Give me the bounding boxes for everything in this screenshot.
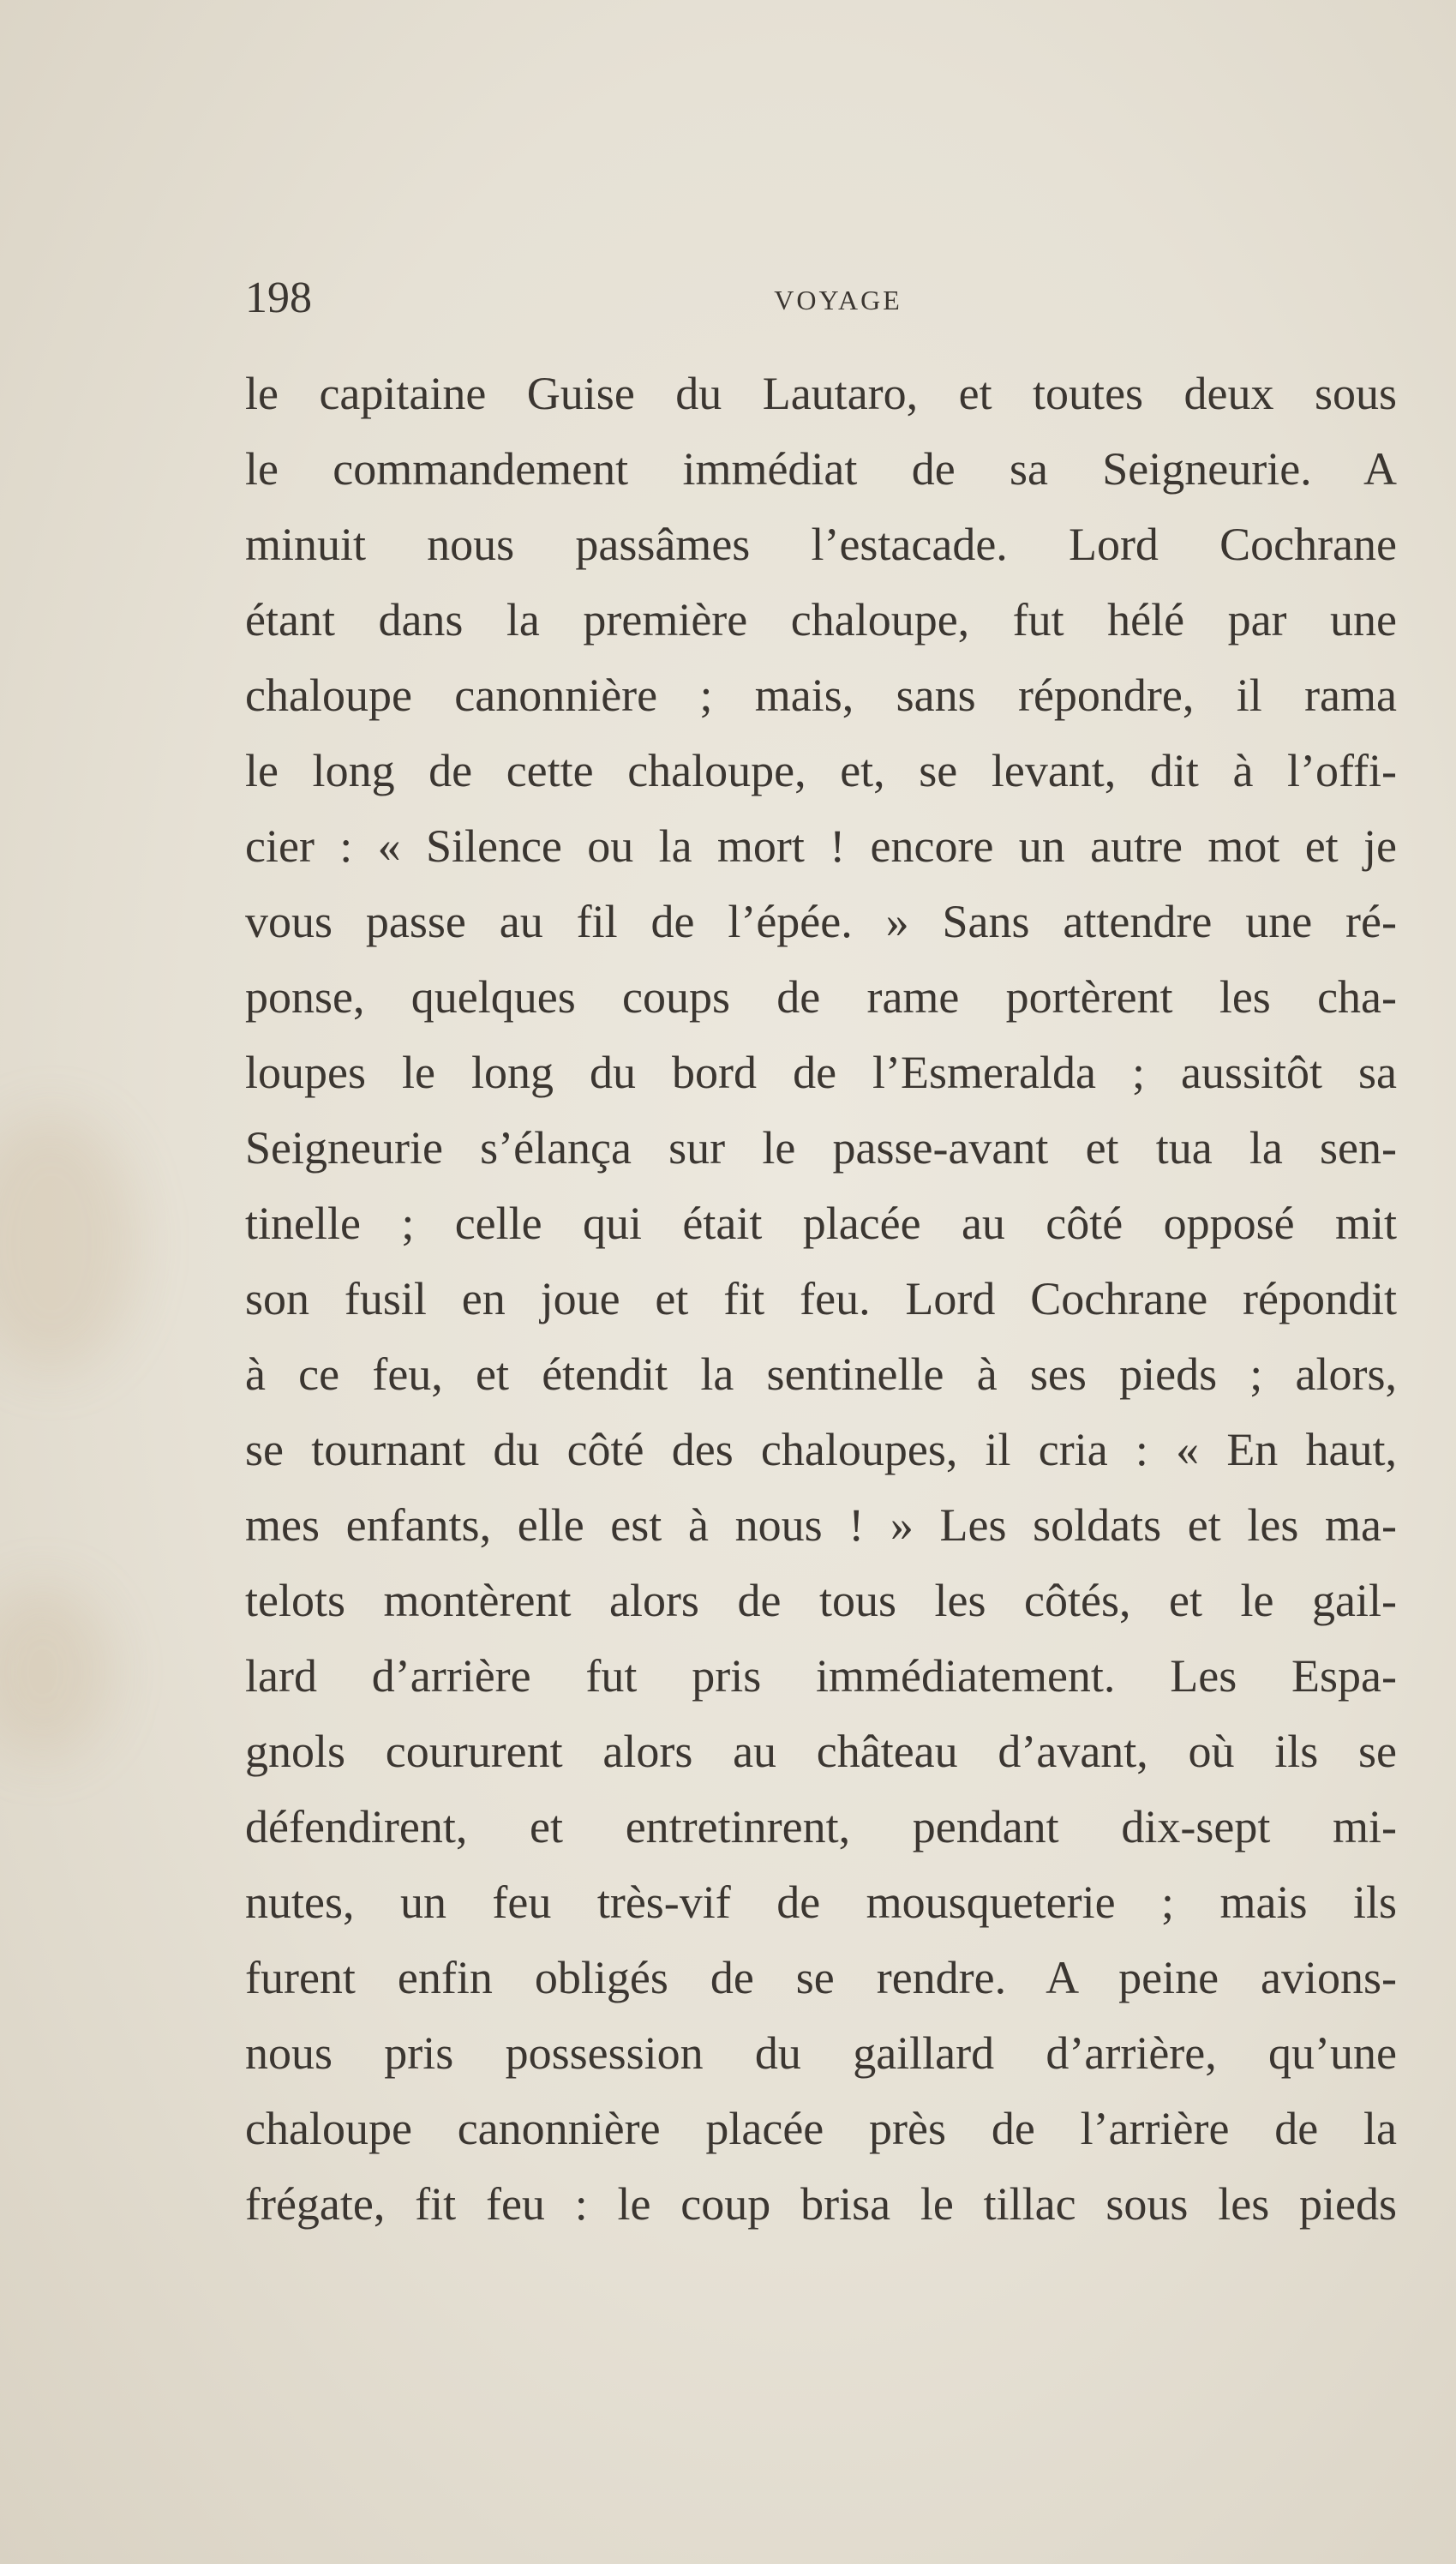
text-line: son fusil en joue et fit feu. Lord Cochrane répondit	[245, 1273, 1397, 1324]
text-line: lard d’arrière fut pris immédiatement. Les Espa-	[245, 1650, 1397, 1702]
text-line: furent enfin obligés de se rendre. A peine avions-	[245, 1952, 1397, 2003]
text-line: frégate, fit feu : le coup brisa le tillac sous les pieds	[245, 2178, 1397, 2230]
text-line: telots montèrent alors de tous les côtés, et le gail-	[245, 1575, 1397, 1626]
text-line: cier : « Silence ou la mort ! encore un autre mot et je	[245, 820, 1397, 872]
running-head: VOYAGE	[774, 285, 902, 315]
text-line: le capitaine Guise du Lautaro, et toutes deux sous	[245, 368, 1397, 419]
paper-stain	[0, 1586, 111, 1757]
text-line: vous passe au fil de l’épée. » Sans attendre une ré-	[245, 896, 1397, 947]
text-line: gnols coururent alors au château d’avant, où ils se	[245, 1726, 1397, 1777]
text-line: chaloupe canonnière ; mais, sans répondre, il rama	[245, 670, 1397, 721]
text-line: mes enfants, elle est à nous ! » Les soldats et les ma-	[245, 1499, 1397, 1551]
text-line: minuit nous passâmes l’estacade. Lord Cochrane	[245, 519, 1397, 570]
body-text	[245, 363, 1397, 2249]
text-line: le commandement immédiat de sa Seigneurie. A	[245, 443, 1397, 495]
text-line: le long de cette chaloupe, et, se levant, dit à l’offi-	[245, 745, 1397, 796]
text-line: étant dans la première chaloupe, fut hélé par une	[245, 594, 1397, 646]
text-line: ponse, quelques coups de rame portèrent les cha-	[245, 971, 1397, 1023]
text-line: loupes le long du bord de l’Esmeralda ; aussitôt sa	[245, 1047, 1397, 1098]
paper-stain	[0, 1114, 137, 1372]
text-line: nutes, un feu très-vif de mousqueterie ; mais ils	[245, 1876, 1397, 1928]
page-number: 198	[245, 273, 312, 322]
text-line: se tournant du côté des chaloupes, il cria : « En haut,	[245, 1424, 1397, 1475]
text-line: tinelle ; celle qui était placée au côté opposé mit	[245, 1198, 1397, 1249]
text-line: nous pris possession du gaillard d’arrière, qu’une	[245, 2027, 1397, 2079]
text-line: défendirent, et entretinrent, pendant dix-sept mi-	[245, 1801, 1397, 1852]
text-line: chaloupe canonnière placée près de l’arrière de la	[245, 2103, 1397, 2154]
page-header	[245, 273, 1397, 324]
text-line: à ce feu, et étendit la sentinelle à ses pieds ; alors,	[245, 1348, 1397, 1400]
text-line: Seigneurie s’élança sur le passe-avant et tua la sen-	[245, 1122, 1397, 1174]
